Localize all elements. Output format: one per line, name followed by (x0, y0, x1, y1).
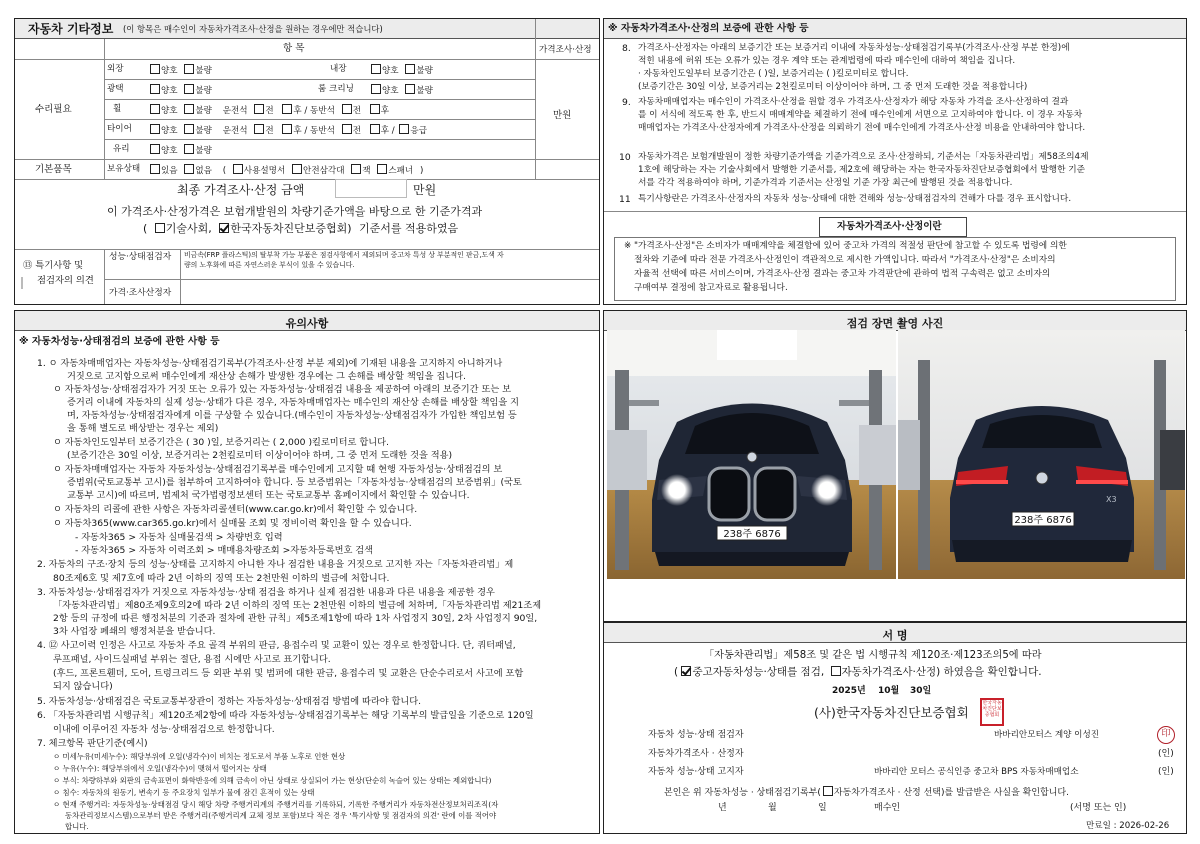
receipt-price-checkbox[interactable] (823, 786, 833, 796)
possession-no-checkbox[interactable] (184, 164, 194, 174)
price-guarantee-panel (603, 18, 1187, 305)
spanner-checkbox[interactable] (377, 164, 387, 174)
basis-appraisal-society-checkbox[interactable] (155, 223, 165, 233)
room-cleaning-options: 양호 불량 (371, 84, 433, 96)
notice-small-line: ㅇ 부식: 차량하부와 외판의 금속표면이 화학반응에 의해 금속이 아닌 상태로 상실되어 가는 현상(단순히 녹슬어 있는 상태는 제외합니다) (53, 776, 492, 785)
association-seal: 한국자동차진단보증협회 (980, 698, 1004, 726)
appraisal-definition-line-4: 구매여부 결정에 참고자료로 활용됩니다. (634, 283, 788, 293)
clause-10-number: 10 (619, 152, 631, 163)
vehicle-info-panel (14, 18, 600, 305)
column-price: 가격조사·산정 (539, 45, 592, 55)
notice-line: 2항 등의 규정에 따른 행정처분의 기준과 절차에 관한 규칙」제5조제1항에 따라 1차 사업정지 30일, 2차 사업정지 90일, (53, 613, 538, 624)
receipt-line: 본인은 위 자동차성능 · 상태점검기록부( 자동차가격조사 · 산정 선택)를 발급받은 사실을 확인합니다. (664, 788, 1069, 798)
final-price-unit: 만원 (413, 183, 437, 197)
notice-line: - 자동차365 > 자동차 실매물검색 > 차량번호 입력 (75, 532, 283, 543)
notice-line: 4. ⑫ 사고이력 인정은 사고로 자동차 주요 골격 부위의 판금, 용접수리 및 교환이 있는 경우로 한정합니다. 단, 쿼터패널, (37, 640, 516, 651)
tire-driver-front-checkbox[interactable] (254, 124, 264, 134)
glass-bad-checkbox[interactable] (184, 144, 194, 154)
notice-line: ㅇ 자동차365(www.car365.go.kr)에서 실매물 조회 및 정비이력 확인을 할 수 있습니다. (53, 518, 412, 529)
notice-line: - 자동차365 > 자동차 이력조회 > 매매용차량조회 >자동차등록번호 검색 (75, 545, 374, 556)
basis-line: 이 가격조사·산정가격은 보험개발원의 차량기준가액을 바탕으로 한 기준가격과 (107, 205, 483, 218)
photo-header (604, 311, 1186, 331)
performance-inspector-text-1: 비금속(FRP 플라스틱)의 탈부착 가능 부품은 점검사항에서 제외되며 중고차 특성 상 부분적인 판금,도색 자 (184, 251, 504, 259)
interior-good-checkbox[interactable] (371, 64, 381, 74)
wheel-good-checkbox[interactable] (150, 104, 160, 114)
vehicle-info-title: 자동차 기타정보 (28, 22, 114, 36)
room-cleaning-label: 룸 크리닝 (318, 84, 354, 94)
inspector-label: 자동차 성능·상태 점검자 (648, 730, 744, 740)
final-price-input[interactable] (335, 179, 407, 198)
clause-11-line-1: 특기사항란은 가격조사·산정자의 자동차 성능·상태에 대한 견해와 성능·상태점검자의 견해가 다를 경우 표시합니다. (638, 194, 1072, 204)
basis-kada-checkbox[interactable] (219, 223, 229, 233)
vehicle-info-header (15, 19, 599, 39)
price-guarantee-title: ※ 자동차가격조사·산정의 보증에 관한 사항 등 (608, 23, 809, 34)
appraisal-definition-line-3: 자율적 선택에 따른 서비스이며, 가격조사·산정 결과는 중고차 가격판단에 관하여 법적 구속력은 없고 소비자의 (634, 269, 1051, 279)
sign-day: 30일 (910, 686, 932, 696)
sign-year: 2025년 (832, 686, 866, 696)
notice-line: 이내에 이루어진 자동차 성능·상태점검으로 한정합니다. (53, 724, 275, 735)
notifier-label: 자동차 성능·상태 고지자 (648, 767, 744, 777)
notice-small-line: 동차관리정보시스템)으로부터 받은 주행거리(주행거리계 교체 정보 포함)보다 적은 경우 '특기사항 및 점검자의 의견' 란에 이를 적어야 (65, 811, 497, 820)
gloss-bad-checkbox[interactable] (184, 84, 194, 94)
tire-driver-rear-checkbox[interactable] (282, 124, 292, 134)
notice-line: (보증기간은 30일 이상, 보증거리는 2천킬로미터 이상이어야 하며, 그 중 먼저 도래한 것을 적용) (67, 450, 453, 461)
tire-options: 양호 불량 운전석 전 후 / 동반석 전 후 / 응급 (150, 124, 427, 136)
column-item: 항 목 (283, 43, 305, 54)
price-appraisal-checkbox[interactable] (831, 666, 841, 676)
clause-8-line-1: 가격조사·산정자는 아래의 보증기간 또는 보증거리 이내에 자동차성능·상태점검기록부(가격조사·산정 부분 한정)에 (638, 43, 1070, 53)
notice-line: 증거리 이내에 자동차의 실제 성능·상태가 다른 경우, 자동차매매업자는 매수인의 재산상 손해를 배상할 책임을 지 (67, 397, 520, 408)
signature-confirm-line: ( 중고자동차성능·상태를 점검, 자동차가격조사·산정) 하였음을 확인합니다. (674, 666, 1042, 678)
notice-small-line: ㅇ 누유(누수): 해당부위에서 오일(냉각수)이 맺혀서 떨어지는 상태 (53, 764, 267, 773)
group-repair-label: 수리필요 (35, 104, 72, 115)
buyer-signature-field[interactable]: (서명 또는 인) (1070, 803, 1127, 813)
basis-options: ( 기술사회, 한국자동차진단보증협회) 기준서를 적용하였음 (143, 222, 459, 235)
room-good-checkbox[interactable] (371, 84, 381, 94)
appraisal-definition-title: 자동차가격조사·산정이란 (837, 221, 942, 232)
tire-emergency-checkbox[interactable] (399, 124, 409, 134)
buyer-year-label: 년 (718, 803, 727, 813)
exterior-label: 외장 (107, 64, 124, 74)
notice-line: (후드, 프론트휀더, 도어, 트렁크리드 등 외판 부위 및 범퍼에 대한 판금, 용접수리 및 교환은 단순수리로서 사고에 포함 (53, 668, 524, 679)
tire-label: 타이어 (107, 124, 132, 134)
interior-options: 양호 불량 (371, 64, 433, 76)
gloss-options: 양호 불량 (150, 84, 212, 96)
notice-line: 「자동차관리법」제80조제9호의2에 따라 2년 이하의 징역 또는 2천만원 이하의 벌금에 처하며,「자동차관리법 제21조제 (53, 600, 542, 611)
front-plate-text: 238주 6876 (723, 529, 781, 540)
photo-header-title: 점검 장면 촬영 사진 (846, 317, 944, 330)
performance-inspector-text-2: 량의 노후화에 따른 자연스러운 부식이 있을 수 있습니다. (184, 261, 355, 269)
notice-line: 증범위(국토교통부 고시)를 첨부하여 고지하여야 합니다. 등 보증범위는「자동차성능·상태점검의 보증범위」(국토 (67, 477, 522, 488)
clause-10-line-3: 서를 각각 적용하여야 하며, 기준가격과 기준서는 산정일 기준 가장 최근에 발행된 것을 적용합니다. (638, 178, 1013, 188)
notice-line: ㅇ 자동차성능·상태점검자가 거짓 또는 오류가 있는 자동차성능·상태점검 내용을 제공하여 아래의 보증기간 또는 보 (53, 384, 512, 395)
notice-small-line: ㅇ 미세누유(미세누수): 해당부위에 오일(냉각수)이 비치는 정도로서 부품 노후로 인한 현상 (53, 752, 346, 761)
notice-title: ※ 자동차성능·상태점검의 보증에 관한 사항 등 (19, 336, 220, 347)
rear-plate-text: 238주 6876 (1014, 515, 1072, 526)
wheel-driver-front-checkbox[interactable] (254, 104, 264, 114)
room-bad-checkbox[interactable] (405, 84, 415, 94)
special-notes-label-a: ⑬ 특기사항 및 (23, 260, 84, 271)
glass-label: 유리 (113, 144, 130, 154)
wheel-passenger-front-checkbox[interactable] (342, 104, 352, 114)
appraiser-label: 자동차가격조사 · 산정자 (648, 749, 744, 759)
notice-line: 80조제6호 및 제7호에 따라 2년 이하의 징역 또는 2천만원 이하의 벌금에 처합니다. (53, 573, 390, 584)
clause-8-line-4: (보증기간은 30일 이상, 보증거리는 2천킬로미터 이상이어야 하며, 그 중 먼저 도래한 것을 적용합니다) (638, 82, 1028, 92)
final-price-label: 최종 가격조사·산정 금액 (177, 183, 305, 197)
notice-line: 루프패널, 사이드실패널 부위는 절단, 용접 시에만 사고로 표기합니다. (53, 654, 331, 665)
interior-bad-checkbox[interactable] (405, 64, 415, 74)
performance-check-checkbox[interactable] (681, 666, 691, 676)
exterior-good-checkbox[interactable] (150, 64, 160, 74)
notice-line: ㅇ 자동차인도일부터 보증기간은 ( 30 )일, 보증거리는 ( 2,000 )킬로미터로 합니다. (53, 437, 389, 448)
exterior-options: 양호 불량 (150, 64, 212, 76)
glass-good-checkbox[interactable] (150, 144, 160, 154)
clause-8-line-3: · 자동차인도일부터 보증기간은 ( )일, 보증거리는 ( )킬로미터로 합니다. (638, 69, 909, 79)
wheel-options: 양호 불량 운전석 전 후 / 동반석 전 후 (150, 104, 389, 116)
photo-panel (603, 310, 1187, 622)
gloss-good-checkbox[interactable] (150, 84, 160, 94)
notice-header (15, 311, 599, 331)
special-notes-label-b: 점검자의 의견 (37, 275, 94, 286)
notice-line: 6. 「자동차관리법 시행규칙」제120조제2항에 따라 자동차성능·상태점검기록부는 해당 기록부의 발급일을 기준으로 120일 (37, 710, 534, 721)
notice-header-title: 유의사항 (285, 317, 329, 330)
special-notes-marker (21, 277, 23, 289)
possession-options: 있음 없음 ( 사용설명서 안전삼각대 잭 스패너 ) (150, 164, 423, 176)
notice-line: 며, 자동차성능·상태점검자에게 이를 구상할 수 있습니다.(매수인이 자동차성능·상태점검자가 가입한 책임보험 등 (67, 410, 517, 421)
price-guarantee-header (604, 19, 1186, 39)
tire-passenger-front-checkbox[interactable] (342, 124, 352, 134)
jack-checkbox[interactable] (351, 164, 361, 174)
wheel-passenger-rear-checkbox[interactable] (370, 104, 380, 114)
gloss-label: 광택 (107, 84, 124, 94)
sign-month: 10월 (878, 686, 900, 696)
clause-9-number: 9. (622, 97, 631, 108)
expiry-date: 만료일 : 2026-02-26 (1086, 821, 1170, 831)
manual-checkbox[interactable] (233, 164, 243, 174)
tire-passenger-rear-checkbox[interactable] (370, 124, 380, 134)
notice-small-line: 합니다. (65, 822, 89, 831)
notifier-value: 바바리안 모터스 공식인증 중고차 BPS 자동차매매업소 (874, 767, 1079, 777)
notice-small-line: ㅇ 현재 주행거리: 자동차성능·상태점검 당시 해당 차량 주행거리계의 주행거리를 기록하되, 기록한 주행거리가 자동차전산정보처리조직(자 (53, 800, 499, 809)
notice-line: 7. 체크항목 판단기준(예시) (37, 738, 148, 749)
wheel-bad-checkbox[interactable] (184, 104, 194, 114)
wheel-driver-rear-checkbox[interactable] (282, 104, 292, 114)
clause-9-line-2: 를 이 서식에 적도록 한 후, 반드시 매매계약을 체결하기 전에 매수인에게 서면으로 고지하여야 합니다. 이 경우 자동차 (638, 110, 1083, 120)
inspector-seal-icon: 印 (1157, 726, 1175, 744)
notice-line: 2. 자동차의 구조·장치 등의 성능·상태를 고지하지 아니한 자나 점검한 내용을 거짓으로 고지한 자는「자동차관리법」제 (37, 559, 514, 570)
notice-line: 3. 자동차성능·상태점검자가 거짓으로 자동차성능·상태 점검을 하거나 실제 점검한 내용과 다른 내용을 제공한 경우 (37, 587, 495, 598)
vehicle-info-note: (이 항목은 매수인이 자동차가격조사·산정을 원하는 경우에만 적습니다) (123, 24, 383, 34)
tire-bad-checkbox[interactable] (184, 124, 194, 134)
signature-header-title: 서 명 (882, 629, 908, 642)
notice-line: 교통부 고시)에 따르며, 법제처 국가법령정보센터 또는 국토교통부 홈페이지에서 확인할 수 있습니다. (67, 490, 470, 501)
notice-line: 1. ㅇ 자동차매매업자는 자동차성능·상태점검기록부(가격조사·산정 부분 제외)에 기재된 내용을 고지하지 아니하거나 (37, 358, 503, 369)
inspector-value: 바바리안모터스 계양 이성진 (994, 730, 1100, 740)
group-basic-label: 기본품목 (35, 164, 72, 175)
rear-model-badge: X3 (1106, 495, 1117, 504)
notice-line: 되지 않습니다) (53, 681, 113, 692)
notice-line: 5. 자동차성능·상태점검은 국토교통부장관이 정하는 자동차성능·상태점검 방법에 따라야 합니다. (37, 696, 422, 707)
triangle-checkbox[interactable] (292, 164, 302, 174)
notice-line: 3차 사업장 폐쇄의 행정처분을 받습니다. (53, 626, 216, 637)
clause-10-line-1: 자동차가격은 보험개발원이 정한 차량기준가액을 기준가격으로 조사·산정하되, 기준서는「자동차관리법」제58조의4제 (638, 152, 1089, 162)
signature-header (604, 623, 1186, 643)
notice-line: ㅇ 자동차매매업자는 자동차 자동차성능·상태점검기록부를 매수인에게 고지할 때 현행 자동차성능·상태점검의 보 (53, 464, 503, 475)
interior-label: 내장 (330, 64, 347, 74)
rear-car-image (898, 330, 1185, 579)
appraiser-seal: (인) (1158, 749, 1174, 759)
clause-9-line-1: 자동차매매업자는 매수인이 가격조사·산정을 원할 경우 가격조사·산정자가 해당 자동차 가격을 조사·산정하여 결과 (638, 97, 1069, 107)
front-car-image (607, 330, 896, 579)
rear-vehicle-photo (898, 330, 1185, 579)
notice-small-line: ㅇ 침수: 자동차의 원동기, 변속기 등 주요장치 일부가 물에 잠긴 흔적이 있는 상태 (53, 788, 315, 797)
association-name: (사)한국자동차진단보증협회 (814, 705, 969, 720)
clause-10-line-2: 1호에 해당하는 자는 기술사회에서 발행한 기준서를, 제2호에 해당하는 자는 한국자동차진단보증협회에서 발행한 기준 (638, 165, 1086, 175)
performance-inspector-label: 성능·상태점검자 (109, 252, 172, 262)
notice-line: 거짓으로 고지함으로써 매수인에게 재산상 손해가 발생한 경우에는 그 손해를 배상할 책임을 집니다. (67, 371, 466, 382)
clause-8-line-2: 적힌 내용에 허위 또는 오류가 있는 경우 계약 또는 관계법령에 따라 매수인에 대하여 책임을 집니다. (638, 56, 1016, 66)
signature-basis-line: 「자동차관리법」제58조 및 같은 법 시행규칙 제120조·제123조의5에 따라 (704, 650, 1042, 661)
tire-good-checkbox[interactable] (150, 124, 160, 134)
appraisal-definition-line-2: 절차와 기준에 따라 전문 가격조사·산정인이 객관적으로 제시한 가액입니다. 따라서 "가격조사·산정"은 소비자의 (634, 255, 1056, 265)
buyer-month-label: 월 (768, 803, 777, 813)
wheel-label: 휠 (113, 104, 122, 114)
clause-11-number: 11 (619, 194, 631, 205)
possession-label: 보유상태 (107, 164, 141, 174)
price-appraiser-label: 가격·조사산정자 (109, 288, 172, 298)
clause-9-line-3: 매매업자는 가격조사·산정자에게 가격조사·산정을 의뢰하기 전에 매수인에게 가격조사·산정 비용을 안내하여야 합니다. (638, 123, 1086, 133)
exterior-bad-checkbox[interactable] (184, 64, 194, 74)
notice-line: 을 통해 별도로 배상받는 경우는 제외) (67, 423, 219, 434)
notice-panel (14, 310, 600, 834)
notifier-seal: (인) (1158, 767, 1174, 777)
appraisal-definition-line-1: ※ "가격조사·산정"은 소비자가 매매계약을 체결함에 있어 중고차 가격의 적절성 판단에 참고할 수 있도록 법령에 의한 (624, 241, 1067, 251)
signature-panel (603, 622, 1187, 834)
front-vehicle-photo (607, 330, 896, 579)
possession-yes-checkbox[interactable] (150, 164, 160, 174)
buyer-day-label: 일 (818, 803, 827, 813)
glass-options: 양호 불량 (150, 144, 212, 156)
clause-8-number: 8. (622, 43, 631, 54)
price-unit-label: 만원 (553, 110, 572, 121)
buyer-label: 매수인 (874, 803, 901, 813)
notice-line: ㅇ 자동차의 리콜에 관한 사항은 자동차리콜센터(www.car.go.kr)에서 확인할 수 있습니다. (53, 504, 418, 515)
